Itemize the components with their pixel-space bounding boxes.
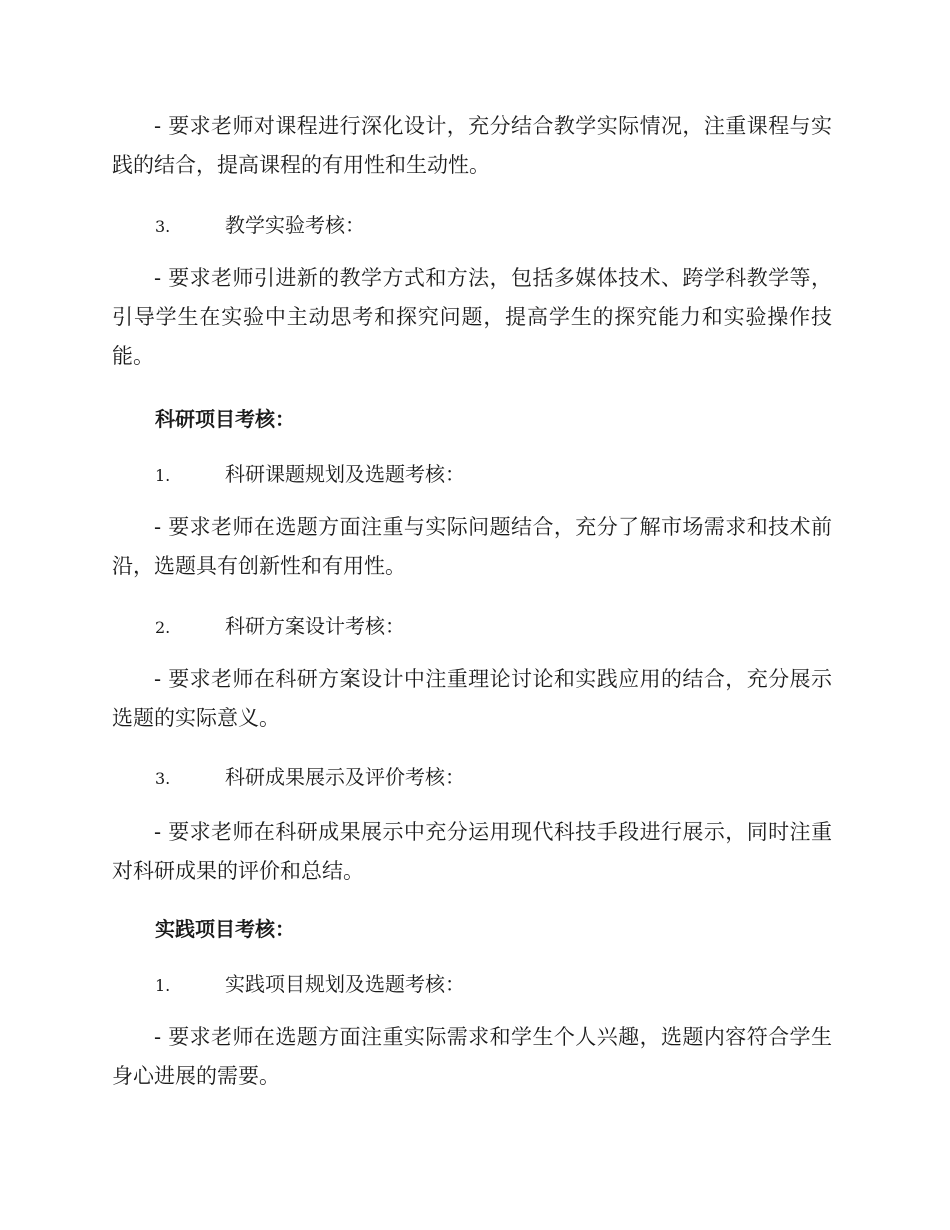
list-item-teaching-experiment xyxy=(155,210,365,242)
list-text: 科研成果展示及评价考核： xyxy=(225,765,465,789)
list-item-research-plan xyxy=(155,611,405,643)
list-number: 3. xyxy=(155,217,171,236)
list-item-research-results xyxy=(155,762,465,794)
paragraph-research-results: - 要求老师在科研成果展示中充分运用现代科技手段进行展示，同时注重对科研成果的评价和总结。 xyxy=(112,820,832,883)
list-number: 2. xyxy=(155,618,171,637)
list-text: 科研课题规划及选题考核： xyxy=(225,462,465,486)
list-text: 科研方案设计考核： xyxy=(225,614,405,638)
list-number: 1. xyxy=(155,466,171,485)
paragraph-research-topic: - 要求老师在选题方面注重与实际问题结合，充分了解市场需求和技术前沿，选题具有创新性和有用性。 xyxy=(112,515,832,578)
list-number: 1. xyxy=(155,976,171,995)
list-text: 教学实验考核： xyxy=(225,213,365,237)
list-item-practice-topic xyxy=(155,969,465,1001)
list-number: 3. xyxy=(155,769,171,788)
paragraph-practice-topic: - 要求老师在选题方面注重实际需求和学生个人兴趣，选题内容符合学生身心进展的需要。 xyxy=(112,1025,832,1088)
paragraph-research-plan: - 要求老师在科研方案设计中注重理论讨论和实践应用的结合，充分展示选题的实际意义。 xyxy=(112,667,832,730)
list-item-research-topic xyxy=(155,459,465,491)
heading-practice-project: 实践项目考核： xyxy=(155,917,295,941)
paragraph-course-design: - 要求老师对课程进行深化设计，充分结合教学实际情况，注重课程与实践的结合，提高课程的有用性和生动性。 xyxy=(112,114,832,177)
paragraph-teaching-methods: - 要求老师引进新的教学方式和方法，包括多媒体技术、跨学科教学等，引导学生在实验中主动思考和探究问题，提高学生的探究能力和实验操作技能。 xyxy=(112,266,832,368)
heading-research-project: 科研项目考核： xyxy=(155,407,295,431)
list-text: 实践项目规划及选题考核： xyxy=(225,972,465,996)
